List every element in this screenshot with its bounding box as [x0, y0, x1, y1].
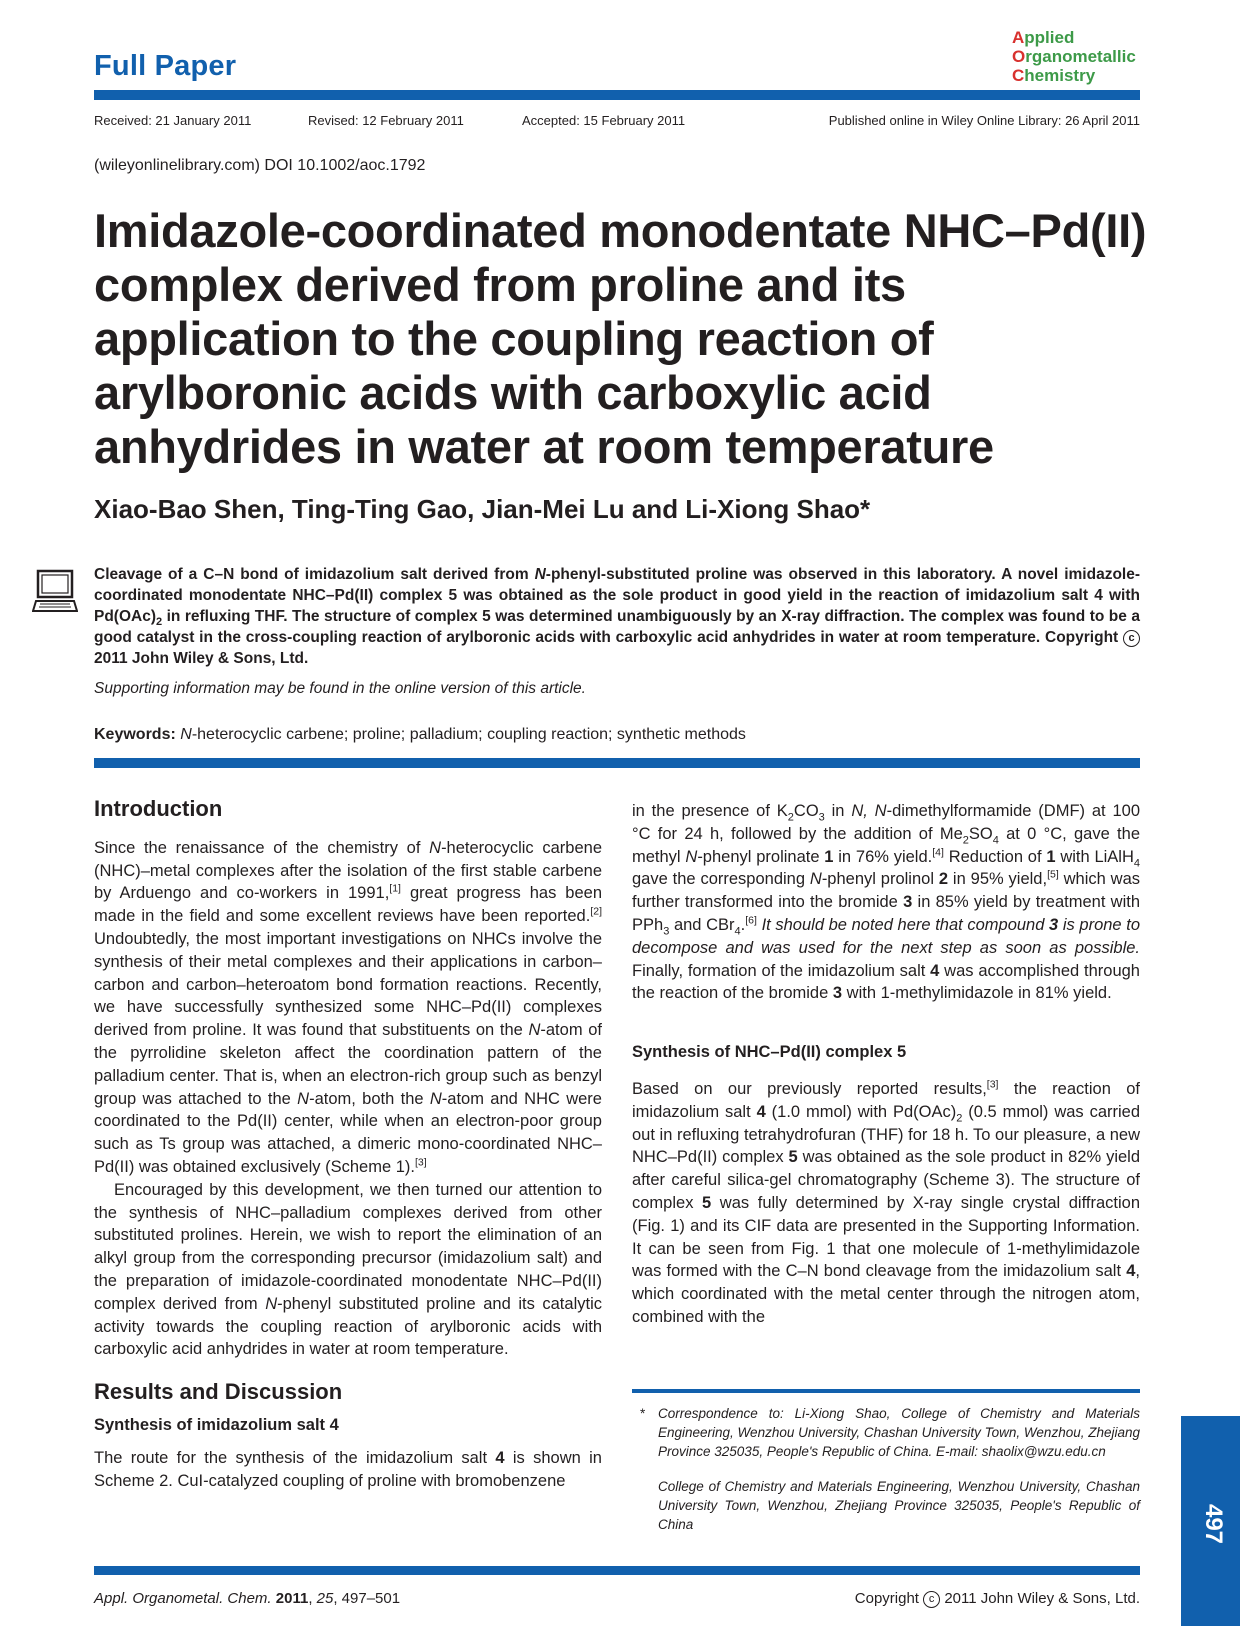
footnote-rule	[632, 1389, 1140, 1393]
abstract-text: 2011 John Wiley & Sons, Ltd.	[94, 650, 309, 667]
abstract-subscript: 2	[156, 616, 163, 629]
abstract	[94, 564, 1140, 669]
column-left	[94, 796, 603, 1492]
journal-year: 2011	[275, 1590, 309, 1607]
intro-paragraph-1: Since the renaissance of the chemistry of N-heterocyclic carbene (NHC)–metal complexes after the isolation of the first stable carbene by Arduengo and co-workers in 1991,[1] great progress has been made in the field and some excellent reviews have been reported.[2] Undoubtedly, the most important investigations on NHCs involve the synthesis of their metal complexes and their applications in carbon–carbon and carbon–heteroatom bond formation reactions. Recently, we have successfully synthesized some NHC–Pd(II) complexes derived from proline. It was found that substituents on the N-atom of the pyrrolidine skeleton affect the coordination pattern of the palladium center. That is, when an electron-rich group such as benzyl group was attached to the N-atom, both the N-atom and NHC were coordinated to the Pd(II) center, while when an electron-poor group such as Ts group was attached, a dimeric mono-coordinated NHC–Pd(II) was obtained exclusively (Scheme 1).[3]	[94, 838, 603, 1176]
section-label: Full Paper	[94, 50, 237, 82]
abstract-italic: N	[534, 566, 546, 583]
copyright-icon: c	[1123, 630, 1140, 647]
intro-paragraph-2: Encouraged by this development, we then turned our attention to the synthesis of NHC–palladium complexes derived from other substituted prolines. Herein, we wish to report the elimination of an alkyl group from the corresponding precursor (imidazolium salt) and the preparation of imidazole-coordinated monodentate NHC–Pd(II) complex derived from N-phenyl substituted proline and its catalytic activity towards the coupling reaction of arylboronic acids with carboxylic acid anhydrides in water at room temperature.	[94, 1180, 602, 1359]
introduction-heading: Introduction	[94, 796, 223, 821]
subsection-heading-complex-5: Synthesis of NHC–Pd(II) complex 5	[632, 1043, 907, 1062]
header-rule	[94, 90, 1140, 100]
copyright-icon: c	[923, 1591, 940, 1608]
abstract-rule	[94, 758, 1140, 768]
logo-letter-o: O	[1012, 47, 1026, 66]
results-paragraph-1: The route for the synthesis of the imidazolium salt 4 is shown in Scheme 2. CuI-catalyzed coupling of proline with bromobenzene	[94, 1448, 602, 1490]
abstract-text: Cleavage of a C–N bond of imidazolium salt derived from	[94, 566, 535, 583]
computer-icon	[32, 568, 78, 614]
logo-word-3: hemistry	[1024, 66, 1096, 85]
journal-logo	[1012, 28, 1136, 85]
journal-abbrev: Appl. Organometal. Chem.	[94, 1590, 272, 1607]
correspondence-note: Correspondence to: Li-Xiong Shao, College of Chemistry and Materials Engineering, Wenzhou University, Chashan University Town, Wenzhou, Zhejiang Province 325035, People's Republic of China. E-mail: shaolix@wzu.edu.cn	[658, 1406, 1141, 1459]
logo-letter-a: A	[1012, 28, 1025, 47]
citation-footer: Appl. Organometal. Chem. 2011, 25, 497–501	[94, 1590, 401, 1607]
results-heading: Results and Discussion	[94, 1379, 343, 1405]
supporting-info-note: Supporting information may be found in the online version of this article.	[94, 680, 586, 697]
journal-volume: 25	[316, 1590, 334, 1607]
published-date: Published online in Wiley Online Library: 26 April 2011	[828, 113, 1140, 128]
abstract-text: -phenyl-substituted proline was observed in this laboratory. A novel imidazole-coordinated monodentate NHC–Pd(II) complex 5 was obtained as the sole product in good yield in the reaction of imidazolium salt 4 with Pd(OAc)	[94, 566, 1140, 625]
revised-date: Revised: 12 February 2011	[308, 113, 464, 128]
logo-letter-c: C	[1012, 66, 1025, 85]
doi-line: (wileyonlinelibrary.com) DOI 10.1002/aoc.1792	[94, 157, 426, 174]
results-paragraph-2: in the presence of $K_2CO_3$ in N, N-dimethylformamide (DMF) at 100 °C for 24 h, followed by the addition of $Me_2SO_4$ at 0 °C, gave the methyl N-phenyl prolinate 1 in 76% yield.[4] Reduction of 1 with LiAlH$_4$ gave the corresponding N-phenyl prolinol 2 in 95% yield,[5] which was further transformed into the bromide 3 in 85% yield by treatment with PPh$_3$ and CBr$_4$.[6] It should be noted here that compound 3 is prone to decompose and was used for the next step as soon as possible. Finally, formation of the imidazolium salt 4 was accomplished through the reaction of the bromide 3 with 1-methylimidazole in 81% yield.	[632, 802, 1141, 1003]
logo-word-1: pplied	[1024, 28, 1075, 47]
copyright-footer: Copyright c 2011 John Wiley & Sons, Ltd.	[854, 1590, 1140, 1607]
author-list: Xiao-Bao Shen, Ting-Ting Gao, Jian-Mei Lu and Li-Xiong Shao*	[94, 494, 871, 524]
logo-word-2: rganometallic	[1025, 47, 1136, 66]
footer-rule	[94, 1566, 1140, 1575]
affiliation-note: College of Chemistry and Materials Engineering, Wenzhou University, Chashan University Town, Wenzhou, Zhejiang Province 325035, People's Republic of China	[658, 1479, 1140, 1532]
results-paragraph-3: Based on our previously reported results,[3] the reaction of imidazolium salt 4 (1.0 mmol) with $Pd(OAc)_2$ (0.5 mmol) was carried out in refluxing tetrahydrofuran (THF) for 18 h. To our pleasure, a new NHC–Pd(II) complex 5 was obtained as the sole product in 82% yield after careful silica-gel chromatography (Scheme 3). The structure of complex 5 was fully determined by X-ray single crystal diffraction (Fig. 1) and its CIF data are presented in the Supporting Information. It can be seen from Fig. 1 that one molecule of 1-methylimidazole was formed with the C–N bond cleavage from the imidazolium salt 4, which coordinated with the metal center through the nitrogen atom, combined with the	[632, 1078, 1141, 1326]
page-number: 497	[1200, 1503, 1227, 1545]
abstract-text: in refluxing THF. The structure of complex 5 was determined unambiguously by an X-ray diffraction. The complex was found to be a good catalyst in the cross-coupling reaction of arylboronic acids with carboxylic acid anhydrides in water at room temperature. Copyright	[94, 608, 1140, 646]
journal-pages: , 497–501	[333, 1590, 401, 1607]
keywords-label: Keywords:	[94, 726, 176, 743]
footnotes	[632, 1404, 1140, 1550]
keywords	[94, 726, 746, 744]
article-title: Imidazole-coordinated monodentate NHC–Pd(II) complex derived from proline and its application to the coupling reaction of arylboronic acids with carboxylic acid anhydrides in water at room temperature	[94, 204, 1147, 473]
subsection-heading-salt-4: Synthesis of imidazolium salt 4	[94, 1415, 339, 1434]
column-right	[632, 800, 1140, 1329]
accepted-date: Accepted: 15 February 2011	[522, 113, 686, 128]
keywords-italic: N	[180, 726, 192, 743]
keywords-text: -heterocyclic carbene; proline; palladium; coupling reaction; synthetic methods	[191, 726, 746, 743]
received-date: Received: 21 January 2011	[94, 113, 252, 128]
footnote-star: *	[640, 1406, 646, 1421]
